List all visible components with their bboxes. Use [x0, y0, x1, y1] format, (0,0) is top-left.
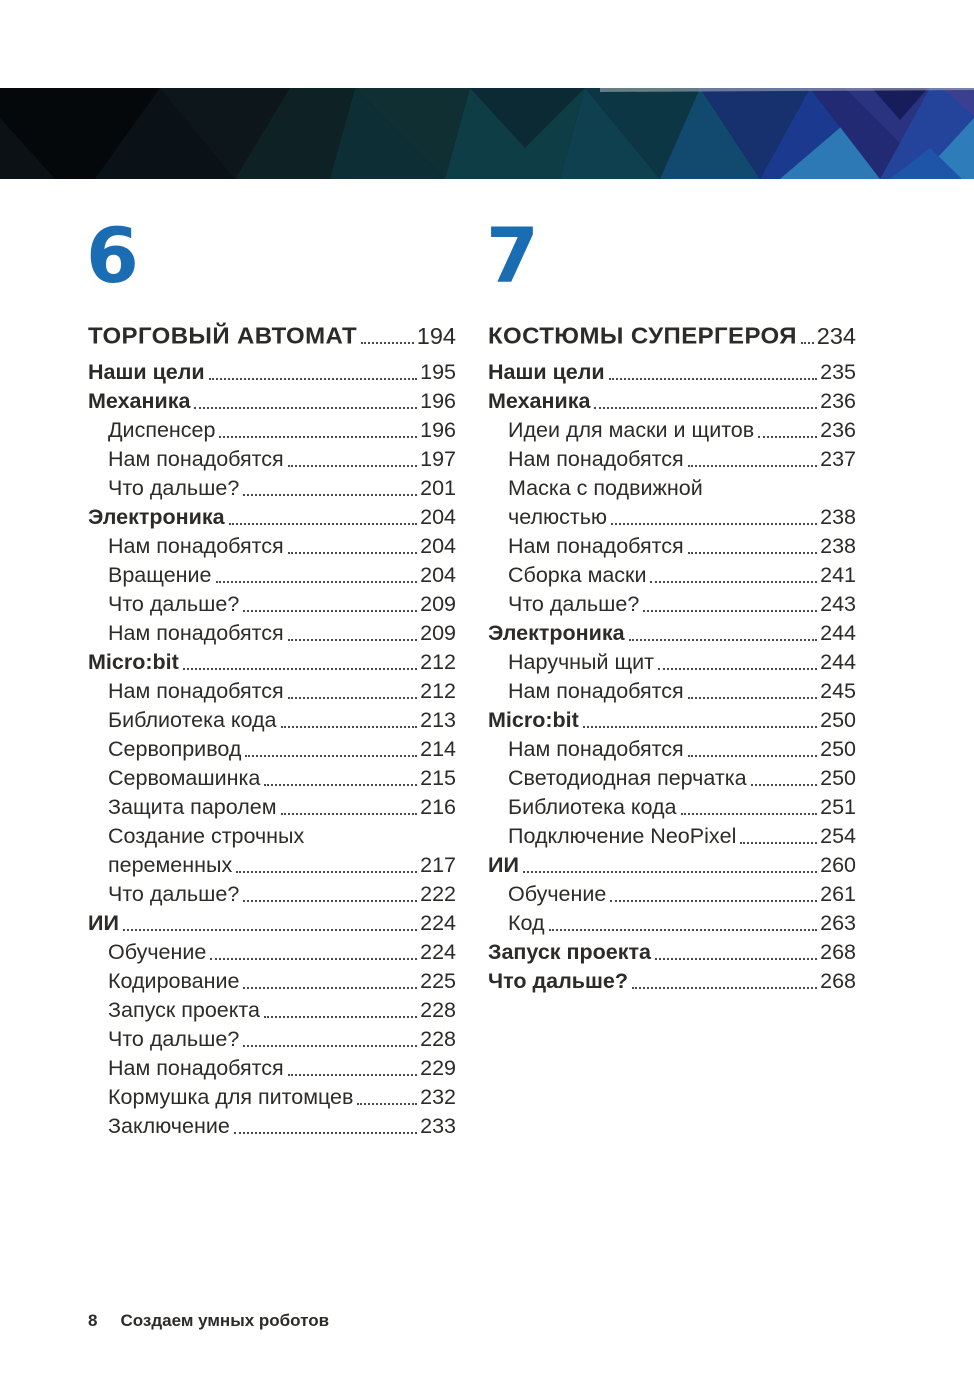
toc-entry-label: Кодирование [108, 969, 240, 993]
toc-entry-page: 260 [820, 853, 856, 877]
toc-entry-label: Электроника [88, 505, 225, 529]
toc-entry-page: 232 [420, 1085, 456, 1109]
toc-entry-page: 204 [420, 534, 456, 558]
banner-image [0, 88, 974, 179]
chapter-6-entries [88, 358, 456, 1141]
toc-entry-page: 212 [420, 679, 456, 703]
toc-entry [88, 735, 456, 764]
toc-entry-label: Сервопривод [108, 737, 242, 761]
toc-entry [488, 503, 856, 532]
dot-leader [209, 378, 417, 380]
dot-leader [583, 726, 817, 728]
dot-leader [281, 813, 418, 815]
toc-entry-page: 228 [420, 998, 456, 1022]
toc-entry [488, 851, 856, 880]
toc-entry [488, 909, 856, 938]
toc-entry [488, 706, 856, 735]
chapter-7-column [486, 211, 856, 996]
toc-entry [88, 503, 456, 532]
toc-entry-page: 245 [820, 679, 856, 703]
dot-leader [183, 668, 417, 670]
dot-leader [801, 342, 814, 344]
toc-entry-page: 209 [420, 621, 456, 645]
toc-entry [88, 619, 456, 648]
toc-entry-label: Что дальше? [108, 476, 240, 500]
toc-entry-page: 204 [420, 563, 456, 587]
toc-entry [488, 822, 856, 851]
dot-leader [264, 1016, 417, 1018]
toc-entry-page: 195 [420, 360, 456, 384]
toc-entry-label: Сервомашинка [108, 766, 261, 790]
toc-entry-label: Запуск проекта [488, 940, 651, 964]
dot-leader [650, 581, 817, 583]
toc-entry [88, 1054, 456, 1083]
toc-entry [488, 590, 856, 619]
toc-entry-label: Идеи для маски и щитов [508, 418, 755, 442]
dot-leader [688, 552, 817, 554]
toc-entry [88, 1083, 456, 1112]
chapter-title-row [88, 320, 456, 352]
footer-page-number: 8 [88, 1311, 98, 1330]
dot-leader [357, 1103, 417, 1105]
toc-entry-page: 241 [820, 563, 856, 587]
chapter-page-number: 234 [816, 323, 856, 349]
dot-leader [288, 1074, 417, 1076]
toc-entry [88, 445, 456, 474]
dot-leader [288, 639, 417, 641]
toc-entry [488, 967, 856, 996]
toc-entry [488, 648, 856, 677]
dot-leader [594, 407, 817, 409]
toc-entry-page: 268 [820, 969, 856, 993]
chapter-7-entries [488, 358, 856, 996]
toc-entry [488, 445, 856, 474]
toc-entry-page: 237 [820, 447, 856, 471]
toc-entry [88, 648, 456, 677]
toc-entry-label: Micro:bit [488, 708, 579, 732]
toc-entry-label: Нам понадобятся [108, 679, 284, 703]
toc-entry-label: Механика [488, 389, 591, 413]
dot-leader [288, 697, 417, 699]
toc-entry-label: ИИ [88, 911, 119, 935]
toc-entry-label: Механика [88, 389, 191, 413]
toc-entry [488, 880, 856, 909]
toc-entry-page: 225 [420, 969, 456, 993]
toc-entry-label: Нам понадобятся [108, 534, 284, 558]
dot-leader [210, 958, 417, 960]
toc-entry-label: Создание строчных [108, 824, 305, 848]
toc-entry [488, 561, 856, 590]
toc-entry-page: 235 [820, 360, 856, 384]
toc-entry [88, 851, 456, 880]
toc-entry [88, 996, 456, 1025]
toc-entry-label: Micro:bit [88, 650, 179, 674]
toc-entry-label: Библиотека кода [508, 795, 677, 819]
low-poly-banner-graphic [0, 88, 974, 179]
toc-entry-label: Сборка маски [508, 563, 647, 587]
toc-entry [488, 387, 856, 416]
toc-entry [88, 474, 456, 503]
toc-entry-label: Библиотека кода [108, 708, 277, 732]
toc-entry [488, 677, 856, 706]
toc-entry [88, 938, 456, 967]
toc-entry-label: Подключение NeoPixel [508, 824, 737, 848]
toc-entry-page: 201 [420, 476, 456, 500]
toc-entry [488, 358, 856, 387]
toc-entry-label: Нам понадобятся [108, 621, 284, 645]
toc-entry [88, 532, 456, 561]
toc-entry [488, 474, 856, 503]
dot-leader [281, 726, 418, 728]
dot-leader [758, 436, 817, 438]
dot-leader [523, 871, 817, 873]
toc-entry-page: 250 [820, 737, 856, 761]
toc-entry-label: Наручный щит [508, 650, 655, 674]
toc-entry-label: Обучение [508, 882, 607, 906]
toc-entry-page: 251 [820, 795, 856, 819]
toc-entry [88, 1112, 456, 1141]
dot-leader [632, 987, 817, 989]
toc-entry-label: Диспенсер [108, 418, 216, 442]
toc-entry-page: 204 [420, 505, 456, 529]
toc-entry [488, 793, 856, 822]
toc-entry [488, 735, 856, 764]
chapter-title: ТОРГОВЫЙ АВТОМАТ [88, 322, 358, 350]
dot-leader [751, 784, 818, 786]
toc-entry [88, 822, 456, 851]
toc-entry-page: 224 [420, 940, 456, 964]
toc-entry-label: Кормушка для питомцев [108, 1085, 354, 1109]
toc-entry-page: 236 [820, 418, 856, 442]
dot-leader [688, 465, 817, 467]
toc-entry-label: Маска с подвижной [508, 476, 703, 500]
toc-entry-page: 243 [820, 592, 856, 616]
toc-entry-label: Нам понадобятся [108, 1056, 284, 1080]
toc-entry-page: 216 [420, 795, 456, 819]
dot-leader [688, 697, 817, 699]
chapter-title-row [488, 320, 856, 352]
toc-entry-page: 196 [420, 418, 456, 442]
toc-entry-label: Наши цели [488, 360, 605, 384]
toc-entry [88, 880, 456, 909]
toc-entry-page: 214 [420, 737, 456, 761]
toc-entry-page: 213 [420, 708, 456, 732]
dot-leader [740, 842, 817, 844]
toc-entry-page: 261 [820, 882, 856, 906]
toc-entry [88, 967, 456, 996]
toc-entry-page: 244 [820, 650, 856, 674]
chapter-number: 6 [86, 211, 137, 300]
toc-entry-page: 254 [820, 824, 856, 848]
dot-leader [629, 639, 818, 641]
dot-leader [123, 929, 417, 931]
toc-entry-label: Код [508, 911, 545, 935]
dot-leader [264, 784, 417, 786]
dot-leader [216, 581, 418, 583]
dot-leader [234, 1132, 417, 1134]
toc-entry [488, 619, 856, 648]
toc-entry-label: Что дальше? [508, 592, 640, 616]
toc-entry-label: Запуск проекта [108, 998, 260, 1022]
toc-entry-label: Защита паролем [108, 795, 277, 819]
toc-entry-page: 238 [820, 505, 856, 529]
toc-entry [88, 793, 456, 822]
toc-entry-page: 238 [820, 534, 856, 558]
chapter-page-number: 194 [416, 323, 456, 349]
toc-entry-label: Обучение [108, 940, 207, 964]
toc-entry-page: 196 [420, 389, 456, 413]
toc-entry-label: Заключение [108, 1114, 230, 1138]
toc-entry-page: 209 [420, 592, 456, 616]
dot-leader [288, 465, 417, 467]
dot-leader [288, 552, 417, 554]
dot-leader [243, 900, 417, 902]
toc-entry [488, 532, 856, 561]
dot-leader [549, 929, 818, 931]
toc-entry [88, 764, 456, 793]
chapter-6-column [86, 211, 456, 1141]
toc-entry-page: 268 [820, 940, 856, 964]
toc-entry [88, 706, 456, 735]
toc-entry-label: Электроника [488, 621, 625, 645]
toc-entry-label: Наши цели [88, 360, 205, 384]
chapter-title: КОСТЮМЫ СУПЕРГЕРОЯ [488, 322, 797, 350]
dot-leader [219, 436, 417, 438]
dot-leader [245, 755, 417, 757]
dot-leader [681, 813, 818, 815]
toc-entry-page: 263 [820, 911, 856, 935]
toc-entry [488, 938, 856, 967]
footer-book-title: Создаем умных роботов [120, 1311, 330, 1330]
toc-entry [88, 416, 456, 445]
toc-entry [88, 590, 456, 619]
toc-entry-label: Нам понадобятся [108, 447, 284, 471]
toc-entry-page: 222 [420, 882, 456, 906]
toc-entry [488, 764, 856, 793]
toc-entry [88, 561, 456, 590]
toc-entry-page: 244 [820, 621, 856, 645]
toc-entry-page: 228 [420, 1027, 456, 1051]
toc-entry-label: Что дальше? [108, 592, 240, 616]
dot-leader [611, 523, 817, 525]
toc-entry-page: 250 [820, 708, 856, 732]
toc-entry-label: Что дальше? [108, 1027, 240, 1051]
toc-entry-page: 229 [420, 1056, 456, 1080]
dot-leader [243, 1045, 417, 1047]
toc-entry-page: 233 [420, 1114, 456, 1138]
toc-entry [88, 387, 456, 416]
page-footer [88, 1311, 329, 1331]
toc-entry-page: 236 [820, 389, 856, 413]
dot-leader [610, 900, 817, 902]
toc-entry-label: Вращение [108, 563, 212, 587]
dot-leader [609, 378, 817, 380]
toc-entry [88, 909, 456, 938]
toc-entry-page: 212 [420, 650, 456, 674]
toc-entry-label: Нам понадобятся [508, 534, 684, 558]
toc-entry-label: переменных [108, 853, 233, 877]
toc-entry-label: Нам понадобятся [508, 447, 684, 471]
toc-entry-page: 224 [420, 911, 456, 935]
toc-entry-label: челюстью [508, 505, 608, 529]
toc-entry-label: Что дальше? [108, 882, 240, 906]
dot-leader [243, 987, 417, 989]
dot-leader [243, 494, 417, 496]
dot-leader [229, 523, 418, 525]
toc-entry-label: Светодиодная перчатка [508, 766, 747, 790]
toc-entry [88, 1025, 456, 1054]
toc-entry-page: 250 [820, 766, 856, 790]
toc-entry [88, 677, 456, 706]
dot-leader [361, 342, 414, 344]
dot-leader [194, 407, 417, 409]
toc-entry [88, 358, 456, 387]
dot-leader [655, 958, 817, 960]
toc-entry-label: Что дальше? [488, 969, 628, 993]
toc-entry-label: Нам понадобятся [508, 737, 684, 761]
dot-leader [643, 610, 817, 612]
toc-entry-page: 197 [420, 447, 456, 471]
toc-entry-page: 215 [420, 766, 456, 790]
dot-leader [236, 871, 417, 873]
dot-leader [243, 610, 417, 612]
dot-leader [688, 755, 817, 757]
toc-entry-label: ИИ [488, 853, 519, 877]
dot-leader [658, 668, 817, 670]
toc-entry-page: 217 [420, 853, 456, 877]
chapter-number: 7 [486, 211, 537, 300]
toc-entry-label: Нам понадобятся [508, 679, 684, 703]
toc-entry [488, 416, 856, 445]
